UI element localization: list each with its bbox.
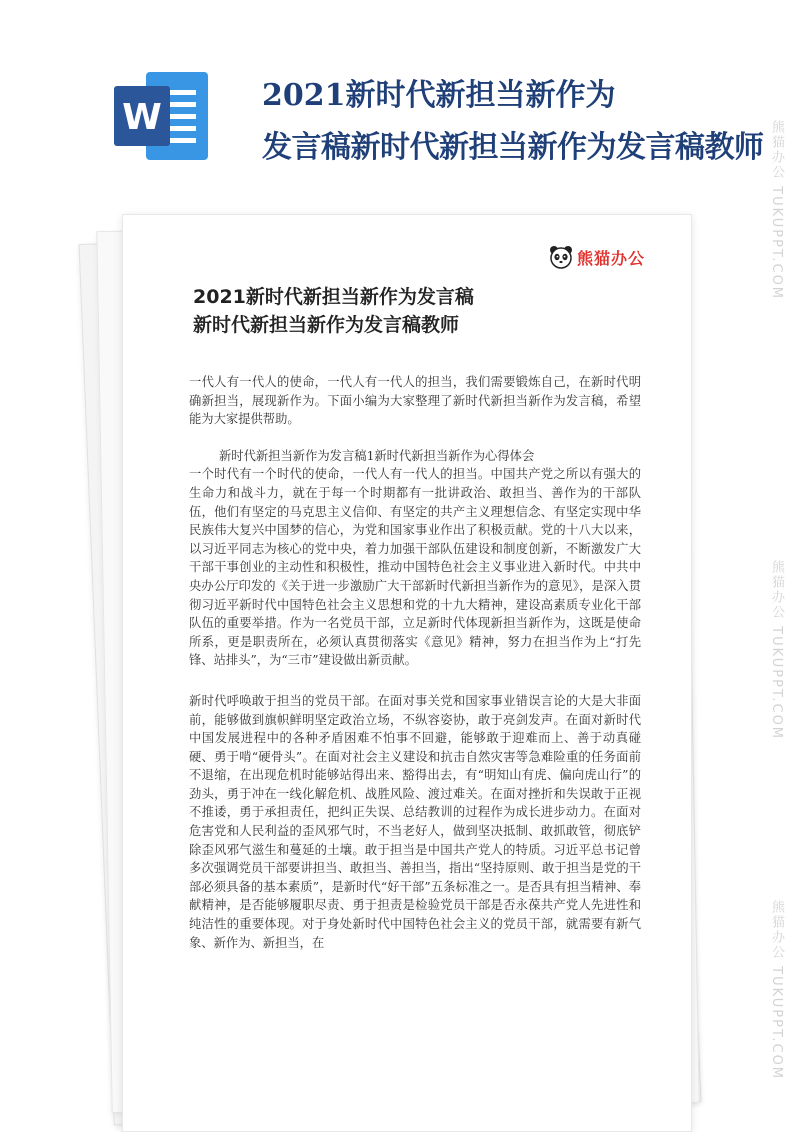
word-document-icon — [112, 66, 212, 166]
document-body — [189, 373, 641, 970]
svg-text:W: W — [122, 97, 162, 138]
watermark-text: 熊猫办公 TUKUPPT.COM — [769, 900, 784, 1081]
page-header — [0, 0, 800, 200]
watermark — [767, 560, 786, 740]
heading-line-1: 2021新时代新担当新作为发言稿 — [193, 286, 474, 308]
panda-icon — [549, 245, 573, 269]
body-paragraph: 一个时代有一个时代的使命，一代人有一代人的担当。中国共产党之所以有强大的生命力和战斗力，就在于每一个时期都有一批讲政治、敢担当、善作为的干部队伍，他们有坚定的马克思主义信仰、有坚定的共产主义理想信念、有坚定实现中华民族伟大复兴中国梦的信心，为党和国家事业作出了积极贡献。党的十八大以来，以习近平同志为核心的党中央，着力加强干部队伍建设和制度创新，不断激发广大干部干事创业的主动性和积极性，推动中国特色社会主义事业进入新时代。中共中央办公厅印发的《关于进一步激励广大干部新时代新担当新作为的意见》，是深入贯彻习近平新时代中国特色社会主义思想和党的十九大精神，建设高素质专业化干部队伍的重要举措。作为一名党员干部，立足新时代体现新担当新作为，这既是使命所系，更是职责所在，必须认真贯彻落实《意见》精神，努力在担当作为上“打先锋、站排头”，为“三市”建设做出新贡献。 — [189, 467, 641, 668]
heading-line-2: 新时代新担当新作为发言稿教师 — [193, 314, 460, 336]
document-page — [122, 214, 692, 1132]
watermark — [767, 120, 786, 300]
document-title — [262, 70, 800, 174]
document-heading — [193, 283, 474, 339]
watermark-text: 熊猫办公 TUKUPPT.COM — [769, 120, 784, 301]
title-line-1: 2021新时代新担当新作为 — [262, 78, 616, 113]
body-paragraph: 新时代呼唤敢于担当的党员干部。在面对事关党和国家事业错误言论的大是大非面前，能够做到旗帜鲜明坚定政治立场，不纵容姿协，敢于亮剑发声。在面对新时代中国发展进程中的各种矛盾困难不怕事不回避，能够敢于迎难而上、善于动真碰硬、勇于啃“硬骨头”。在面对社会主义建设和抗击自然灾害等急难险重的任务面前不退缩，在出现危机时能够站得出来、豁得出去，有“明知山有虎、偏向虎山行”的劲头，勇于冲在一线化解危机、战胜风险、渡过难关。在面对挫折和失误敢于正视不推诿，勇于承担责任，把纠正失误、总结教训的过程作为成长进步动力。在面对危害党和人民利益的歪风邪气时，不当老好人，做到坚决抵制、敢抓敢管，彻底铲除歪风邪气滋生和蔓延的土壤。敢于担当是中国共产党人的特质。习近平总书记曾多次强调党员干部要讲担当、敢担当、善担当，指出“坚持原则、敢于担当是党的干部必须具备的基本素质”，是新时代“好干部”五条标准之一。是否具有担当精神、奉献精神，是否能够履职尽责、勇于担责是检验党员干部是否永葆共产党人先进性和纯洁性的重要体现。对于身处新时代中国特色社会主义的党员干部，就需要有新气象、新作为、新担当，在 — [189, 693, 641, 950]
intro-paragraph: 一代人有一代人的使命，一代人有一代人的担当，我们需要锻炼自己，在新时代明确新担当，展现新作为。下面小编为大家整理了新时代新担当新作为发言稿，希望能为大家提供帮助。 — [189, 375, 641, 427]
brand-logo — [549, 245, 645, 269]
brand-name: 熊猫办公 — [576, 248, 645, 268]
section-subheading: 新时代新担当新作为发言稿1新时代新担当新作为心得体会 — [219, 448, 535, 463]
watermark-text: 熊猫办公 TUKUPPT.COM — [769, 560, 784, 741]
title-line-2: 发言稿新时代新担当新作为发言稿教师 — [262, 130, 764, 165]
watermark — [767, 900, 786, 1080]
